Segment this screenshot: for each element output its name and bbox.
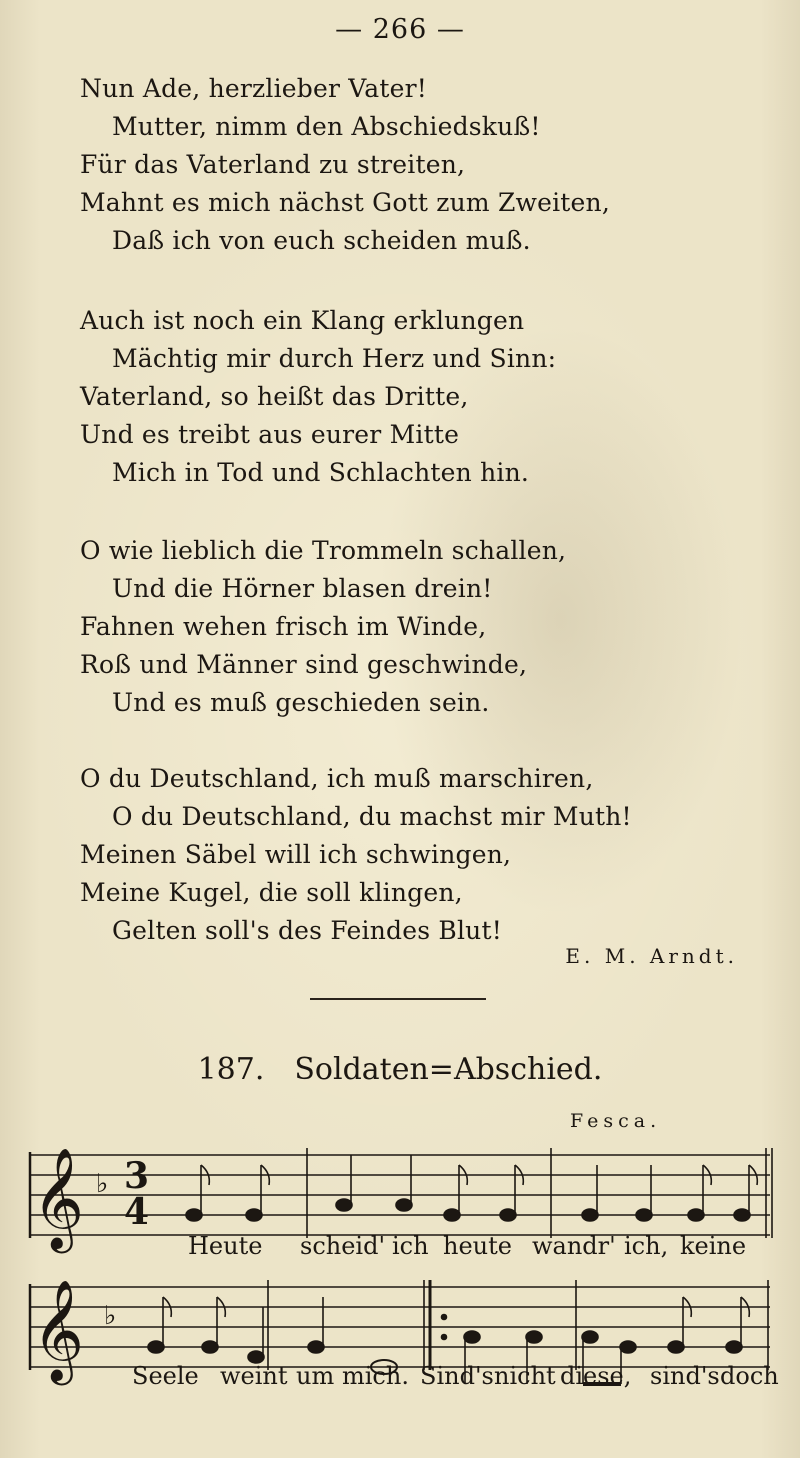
flat-icon: ♭ (96, 1169, 109, 1199)
stanza-4 (80, 760, 720, 950)
lyric-word: ich (392, 1232, 429, 1260)
verse-line: Roß und Männer sind geschwinde, (80, 650, 528, 679)
verse-line: O wie lieblich die Trommeln schallen, (80, 536, 567, 565)
lyric-word: diese, (560, 1362, 632, 1390)
song-title: Soldaten=Abschied. (294, 1052, 603, 1087)
lyric-word: Seele (132, 1362, 199, 1390)
lyric-word: Sind's (420, 1362, 494, 1390)
verse-line: Gelten soll's des Feindes Blut! (112, 916, 502, 945)
lyric-word: wandr' (532, 1232, 616, 1260)
page-number: — 266 — (335, 14, 465, 45)
lyric-word: sind's (650, 1362, 720, 1390)
verse-line: Und die Hörner blasen drein! (112, 574, 493, 603)
flat-icon: ♭ (104, 1301, 117, 1331)
lyric-word: scheid' (300, 1232, 386, 1260)
verse-line: Mächtig mir durch Herz und Sinn: (112, 344, 557, 373)
treble-clef-icon: 𝄞 (32, 1278, 85, 1381)
lyric-word: Heute (188, 1232, 263, 1260)
verse-line: Meine Kugel, die soll klingen, (80, 878, 463, 907)
lyric-word: nicht (494, 1362, 556, 1390)
lyric-word: um (296, 1362, 335, 1390)
notes-staff-1 (186, 1155, 757, 1221)
verse-line: Und es muß geschieden sein. (112, 688, 490, 717)
time-sig-bottom: 4 (124, 1191, 150, 1233)
verse-line: Und es treibt aus eurer Mitte (80, 420, 460, 449)
lyric-word: ich, (624, 1232, 669, 1260)
lyric-word: heute (443, 1232, 512, 1260)
verse-line: Nun Ade, herzlieber Vater! (80, 74, 427, 103)
song-heading (0, 1052, 800, 1087)
verse-line: Mich in Tod und Schlachten hin. (112, 458, 530, 487)
song-number: 187. (197, 1052, 265, 1087)
verse-line: O du Deutschland, du machst mir Muth! (112, 802, 632, 831)
lyrics-line-1 (0, 1232, 800, 1266)
lyric-word: mich. (342, 1362, 409, 1390)
verse-line: Meinen Säbel will ich schwingen, (80, 840, 512, 869)
stanza-3 (80, 532, 720, 722)
verse-line: Auch ist noch ein Klang erklungen (80, 306, 525, 335)
stanza-1 (80, 70, 720, 260)
verse-line: Vaterland, so heißt das Dritte, (80, 382, 469, 411)
author-credit: E. M. Arndt. (565, 944, 738, 968)
stanza-2 (80, 302, 720, 492)
verse-line: O du Deutschland, ich muß marschiren, (80, 764, 594, 793)
verse-line: Mutter, nimm den Abschiedskuß! (112, 112, 541, 141)
treble-clef-icon: 𝄞 (32, 1146, 85, 1249)
verse-line: Daß ich von euch scheiden muß. (112, 226, 531, 255)
lyric-word: weint (220, 1362, 288, 1390)
lyrics-line-2 (0, 1362, 800, 1396)
section-divider (310, 998, 486, 1000)
time-sig-top: 3 (124, 1155, 150, 1197)
composer-credit: Fesca. (570, 1110, 662, 1132)
lyric-word: keine (680, 1232, 747, 1260)
verse-line: Fahnen wehen frisch im Winde, (80, 612, 487, 641)
lyric-word: doch (720, 1362, 779, 1390)
verse-line: Mahnt es mich nächst Gott zum Zweiten, (80, 188, 610, 217)
verse-line: Für das Vaterland zu streiten, (80, 150, 466, 179)
